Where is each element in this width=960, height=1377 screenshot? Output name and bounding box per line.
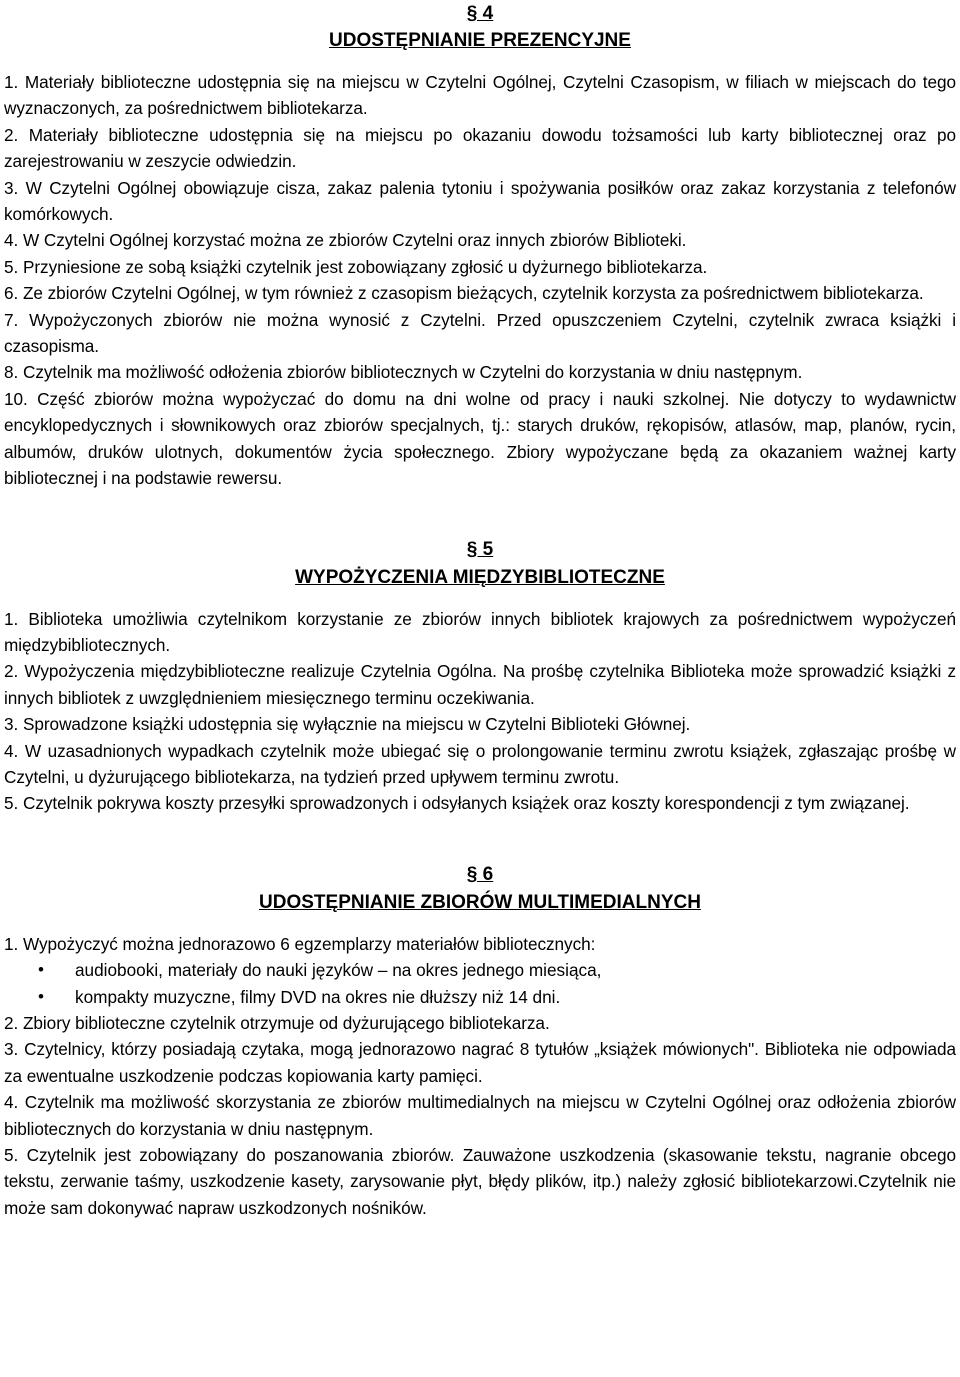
- section-5: [4, 538, 956, 817]
- bullet-icon: •: [38, 960, 44, 980]
- bullet-text: kompakty muzyczne, filmy DVD na okres nie dłuższy niż 14 dni.: [75, 986, 561, 1007]
- bullet-list-item: [4, 957, 956, 983]
- section-4-title: UDOSTĘPNIANIE PREZENCYJNE: [329, 30, 631, 51]
- section-5-item-3: 3. Sprowadzone książki udostępnia się wyłącznie na miejscu w Czytelni Biblioteki Głównej.: [4, 714, 691, 735]
- section-6-item-3: 3. Czytelnicy, którzy posiadają czytaka, mogą jednorazowo nagrać 8 tytułów „książek mówionych". Biblioteka nie odpowiada za ewentualne uszkodzenie podczas kopiowania karty pamięci.: [4, 1039, 956, 1086]
- section-4-item-8: 8. Czytelnik ma możliwość odłożenia zbiorów bibliotecznych w Czytelni do korzystania w dniu następnym.: [4, 362, 803, 383]
- section-5-title: WYPOŻYCZENIA MIĘDZYBIBLIOTECZNE: [295, 566, 665, 588]
- section-6-bullet-list: [4, 957, 956, 1010]
- bullet-list-item: [4, 984, 956, 1010]
- section-5-item-4: 4. W uzasadnionych wypadkach czytelnik może ubiegać się o prolongowanie terminu zwrotu książek, zgłaszając prośbę w Czytelni, u dyżurującego bibliotekarza, na tydzień przed upływem terminu zwrotu.: [4, 740, 956, 787]
- section-4-item-4: 4. W Czytelni Ogólnej korzystać można ze zbiorów Czytelni oraz innych zbiorów Biblioteki.: [4, 230, 687, 251]
- section-5-item-2: 2. Wypożyczenia międzybiblioteczne realizuje Czytelnia Ogólna. Na prośbę czytelnika Biblioteka może sprowadzić książki z innych bibliotek z uwzględnieniem miesięcznego terminu oczekiwania.: [4, 661, 956, 708]
- section-6: [4, 863, 956, 1221]
- section-4-item-1: 1. Materiały biblioteczne udostępnia się na miejscu w Czytelni Ogólnej, Czytelni Czasopism, w filiach w miejscach do tego wyznaczonych, za pośrednictwem bibliotekarza.: [4, 72, 956, 119]
- section-4-item-10: 10. Część zbiorów można wypożyczać do domu na dni wolne od pracy i nauki szkolnej. Nie dotyczy to wydawnictw encyklopedycznych i słownikowych oraz zbiorów specjalnych, tj.: starych druków, rękopisów, atlasów, map, planów, rycin, albumów, druków ulotnych, dokumentów życia społecznego. Zbiory wypożyczane będą za okazaniem ważnej karty bibliotecznej i na podstawie rewersu.: [4, 388, 956, 489]
- bullet-icon: •: [38, 986, 44, 1006]
- section-4-item-6: 6. Ze zbiorów Czytelni Ogólnej, w tym również z czasopism bieżących, czytelnik korzysta za pośrednictwem bibliotekarza.: [4, 283, 924, 304]
- section-5-item-1: 1. Biblioteka umożliwia czytelnikom korzystanie ze zbiorów innych bibliotek krajowych za pośrednictwem wypożyczeń międzybibliotecznych.: [4, 608, 956, 655]
- section-6-item-1: 1. Wypożyczyć można jednorazowo 6 egzemplarzy materiałów bibliotecznych:: [4, 933, 596, 954]
- bullet-text: audiobooki, materiały do nauki języków – na okres jednego miesiąca,: [75, 960, 602, 981]
- section-4-item-2: 2. Materiały biblioteczne udostępnia się na miejscu po okazaniu dowodu tożsamości lub karty bibliotecznej oraz po zarejestrowaniu w zeszycie odwiedzin.: [4, 124, 956, 172]
- section-6-item-2: 2. Zbiory biblioteczne czytelnik otrzymuje od dyżurującego bibliotekarza.: [4, 1012, 550, 1033]
- section-4: [4, 0, 956, 492]
- section-6-number: § 6: [466, 863, 494, 885]
- section-4-number: § 4: [466, 3, 494, 24]
- section-4-item-3: 3. W Czytelni Ogólnej obowiązuje cisza, zakaz palenia tytoniu i spożywania posiłków oraz zakaz korzystania z telefonów komórkowych.: [4, 177, 956, 225]
- section-4-item-7: 7. Wypożyczonych zbiorów nie można wynosić z Czytelni. Przed opuszczeniem Czytelni, czytelnik zwraca książki i czasopisma.: [4, 309, 956, 357]
- section-6-title: UDOSTĘPNIANIE ZBIORÓW MULTIMEDIALNYCH: [259, 891, 701, 913]
- section-5-number: § 5: [466, 538, 494, 560]
- section-6-item-4: 4. Czytelnik ma możliwość skorzystania ze zbiorów multimedialnych na miejscu w Czytelni Ogólnej oraz odłożenia zbiorów bibliotecznych do korzystania w dniu następnym.: [4, 1092, 956, 1139]
- section-6-item-5: 5. Czytelnik jest zobowiązany do poszanowania zbiorów. Zauważone uszkodzenia (skasowanie tekstu, nagranie obcego tekstu, zerwanie taśmy, uszkodzenie kasety, zarysowanie płyt, błędy plików, itp.) należy zgłosić bibliotekarzowi.Czytelnik nie może sam dokonywać napraw uszkodzonych nośników.: [4, 1145, 956, 1218]
- section-4-item-5: 5. Przyniesione ze sobą książki czytelnik jest zobowiązany zgłosić u dyżurnego bibliotekarza.: [4, 256, 708, 277]
- section-5-item-5: 5. Czytelnik pokrywa koszty przesyłki sprowadzonych i odsyłanych książek oraz koszty korespondencji z tym związanej.: [4, 793, 910, 814]
